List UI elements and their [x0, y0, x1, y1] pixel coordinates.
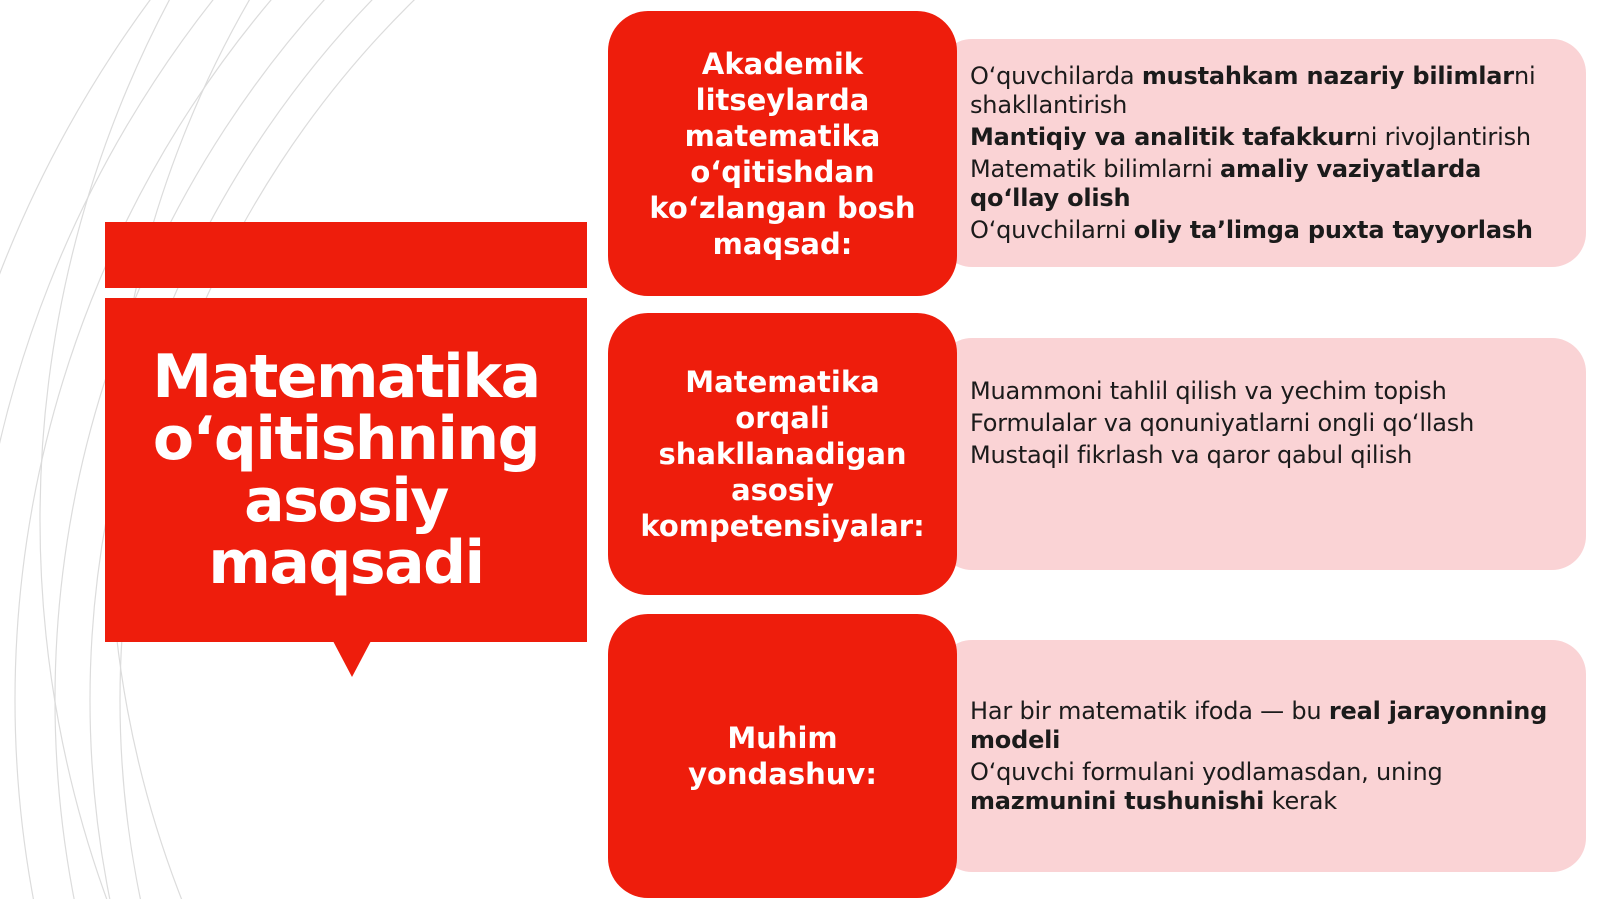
bullet-item	[970, 123, 1572, 152]
bullet-emphasis-text: amaliy vaziyatlarda qo‘llay olish	[970, 154, 1482, 212]
bullet-text: Muammoni tahlil qilish va yechim topish	[970, 376, 1447, 405]
bullet-item	[970, 62, 1572, 120]
slide-title: Matematika o‘qitishning asosiy maqsadi	[152, 342, 540, 598]
section-goal-heading: Akademik litseylarda matematika o‘qitishdan ko‘zlangan bosh maqsad:	[649, 46, 916, 261]
section-approach-heading-box	[608, 614, 957, 898]
bullet-text: O‘quvchilarni	[970, 215, 1134, 244]
section-competencies-heading-box	[608, 313, 957, 595]
bullet-emphasis-text: mustahkam nazariy bilimlar	[1141, 61, 1514, 90]
bullet-text: ni shakllantirish	[970, 61, 1536, 119]
bullet-text: O‘quvchilarda	[970, 61, 1142, 90]
bullet-item	[970, 758, 1572, 816]
bullet-item	[970, 216, 1572, 245]
title-accent-bar	[105, 222, 587, 288]
bullet-item	[970, 377, 1474, 406]
title-callout	[105, 298, 587, 642]
section-competencies-details	[938, 338, 1586, 570]
bullet-emphasis-text: oliy ta’limga puxta tayyorlash	[1133, 215, 1533, 244]
bullet-text: O‘quvchi formulani yodlamasdan, uning	[970, 757, 1443, 786]
bullet-emphasis-text: Mantiqiy va analitik tafakkur	[970, 122, 1356, 151]
section-competencies	[608, 313, 1588, 595]
section-goal-heading-box	[608, 11, 957, 296]
bullet-item	[970, 409, 1474, 438]
section-approach	[608, 614, 1588, 898]
bullet-text: kerak	[1264, 786, 1337, 815]
bullet-item	[970, 441, 1474, 470]
section-goal-details	[938, 39, 1586, 267]
bullet-item	[970, 155, 1572, 213]
section-goal	[608, 11, 1588, 296]
bullet-item	[970, 697, 1572, 755]
bullet-text: Har bir matematik ifoda — bu	[970, 696, 1329, 725]
section-competencies-bullets	[938, 374, 1488, 473]
bullet-emphasis-text: mazmunini tushunishi	[970, 786, 1265, 815]
section-competencies-heading: Matematika orqali shakllanadigan asosiy kompetensiyalar:	[640, 365, 925, 543]
section-approach-details	[938, 640, 1586, 872]
bullet-emphasis-text: real jarayonning modeli	[970, 696, 1548, 754]
section-approach-heading: Muhim yondashuv:	[688, 721, 877, 791]
section-goal-bullets	[938, 59, 1586, 248]
bullet-text: Formulalar va qonuniyatlarni ongli qo‘llash	[970, 408, 1475, 437]
bullet-text: Mustaqil fikrlash va qaror qabul qilish	[970, 440, 1413, 469]
bullet-text: ni rivojlantirish	[1355, 122, 1531, 151]
title-callout-pointer	[333, 641, 371, 677]
bullet-text: Matematik bilimlarni	[970, 154, 1221, 183]
section-approach-bullets	[938, 694, 1586, 819]
